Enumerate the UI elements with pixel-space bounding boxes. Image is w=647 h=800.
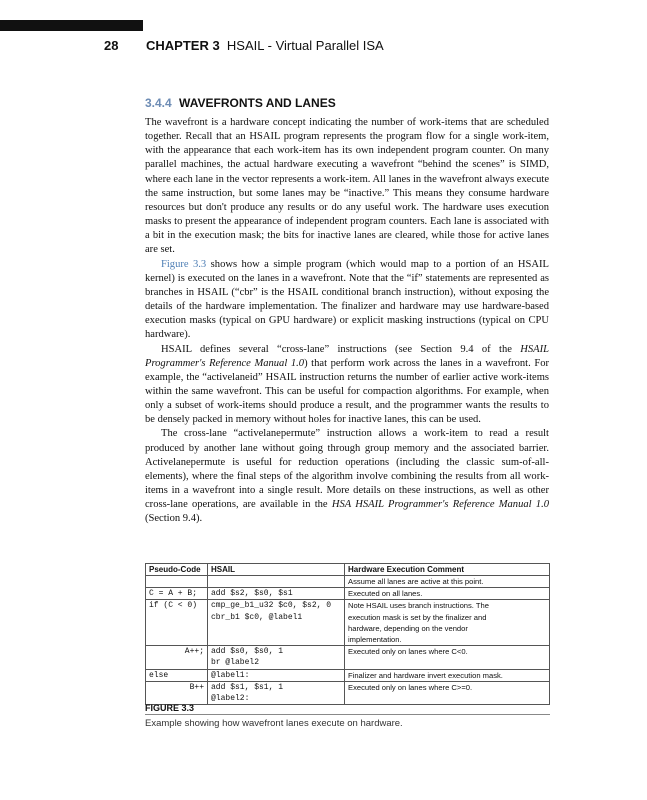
top-black-bar	[0, 20, 143, 31]
hsail-line: @label2:	[211, 694, 250, 704]
hsail-line: add $s1, $s1, 1	[211, 682, 284, 692]
table-row	[146, 669, 550, 681]
table-header-row	[146, 564, 550, 576]
pseudo-cell: C = A + B;	[146, 588, 208, 600]
paragraph-2	[145, 258, 549, 343]
hsail-cell	[208, 600, 345, 646]
paragraph-3	[145, 343, 549, 428]
hw-cell: Executed only on lanes where C<0.	[345, 646, 550, 669]
hsail-cell	[208, 646, 345, 669]
paragraph-1: The wavefront is a hardware concept indicating the number of work-items that are scheduled together. Recall that an HSAIL program represents the program flow for a single work-item, with the appearance that each work-item has its own independent program counter. On many parallel machines, the actual hardware executing a wavefront “behind the scenes” is SIMD, where each lane in the vector represents a work-item. All lanes in the wavefront always execute the same instruction, but some lanes may be “inactive.” This means they consume hardware resources but don't produce any results or do any useful work. The hardware uses execution masks to present the appearance of independent program counters. Each lane is associated with a bit in the execution mask; the bits for inactive lanes are cleared, while those for active lanes are set.	[145, 117, 549, 256]
body-text	[145, 116, 549, 527]
figure-caption: Example showing how wavefront lanes execute on hardware.	[145, 718, 403, 729]
hw-cell	[345, 600, 550, 646]
figure-divider	[145, 714, 550, 715]
figure-3-3-table	[145, 563, 550, 705]
paragraph-3-text-b: ) that perform work across the lanes in a wavefront. For example, the “activelaneid” HSAIL instruction returns the number of earlier active work-items within the same wavefront. This can be useful for compaction algorithms. For example, when only a subset of work-items should produce a result, and the programmer wants the results to be densely packed in memory without holes for inactive lanes, this can be used.	[145, 357, 549, 426]
page-number: 28	[104, 38, 119, 53]
pseudo-cell: else	[146, 669, 208, 681]
table-row	[146, 681, 550, 704]
hw-cell: Executed only on lanes where C>=0.	[345, 681, 550, 704]
header-pseudo-code: Pseudo-Code	[146, 564, 208, 576]
hsail-line: br @label2	[211, 658, 260, 668]
pseudo-cell	[146, 576, 208, 588]
hw-line: Note HSAIL uses branch instructions. The	[348, 601, 489, 611]
table-row	[146, 600, 550, 646]
hsail-cell	[208, 681, 345, 704]
figure-label: FIGURE 3.3	[145, 703, 195, 713]
hsail-line: cmp_ge_b1_u32 $c0, $s2, 0	[211, 601, 332, 611]
figure-3-3-link[interactable]: Figure 3.3	[161, 258, 207, 270]
paragraph-4	[145, 427, 549, 526]
pseudo-cell	[146, 600, 208, 646]
manual-title-italic-2: HSA HSAIL Programmer's Reference Manual 1.0	[331, 499, 549, 511]
table-row	[146, 576, 550, 588]
hw-line: execution mask is set by the finalizer and	[348, 612, 487, 622]
hsail-cell: @label1:	[208, 669, 345, 681]
paragraph-4-text-a: The cross-lane “activelanepermute” instruction allows a work-item to read a result produced by another lane without going through group memory and the associated barrier. Activelanepermute is useful for reduction operations (including the classic sum-of-all-elements), where the final steps of the algorithm involve combining the results from all work-items in a wavefront into a single result. More details on these instructions, as well as other cross-lane operations, are available in the	[145, 428, 549, 511]
table-row	[146, 646, 550, 669]
section-number: 3.4.4	[145, 96, 172, 110]
hw-cell: Finalizer and hardware invert execution mask.	[345, 669, 550, 681]
pseudo-cell: A++;	[146, 646, 208, 669]
paragraph-4-text-b: (Section 9.4).	[145, 513, 203, 525]
pseudo-line: if (C < 0)	[149, 601, 198, 611]
hw-line: implementation.	[348, 635, 402, 645]
table-row	[146, 588, 550, 600]
paragraph-2-text: shows how a simple program (which would map to a portion of an HSAIL kernel) is executed on the lanes in a wavefront. Note that the “if” statements are represented as branches in HSAIL (“cbr” is the HSAIL conditional branch instruction), without exposing the details of the hardware implementation. The finalizer and hardware may use hardware-based execution masks (typical on GPU hardware) or explicit masking instructions (typical on CPU hardware).	[145, 258, 549, 341]
hsail-line: add $s0, $s0, 1	[211, 647, 284, 657]
section-title: WAVEFRONTS AND LANES	[179, 96, 336, 110]
hw-cell: Executed on all lanes.	[345, 588, 550, 600]
pseudo-cell: B++	[146, 681, 208, 704]
header-hw-comment: Hardware Execution Comment	[345, 564, 550, 576]
header-hsail: HSAIL	[208, 564, 345, 576]
chapter-heading	[146, 38, 384, 53]
hw-line: hardware, depending on the vendor	[348, 623, 468, 633]
hw-cell: Assume all lanes are active at this point.	[345, 576, 550, 588]
section-heading	[145, 96, 336, 110]
hsail-cell: add $s2, $s0, $s1	[208, 588, 345, 600]
chapter-title: HSAIL - Virtual Parallel ISA	[226, 38, 384, 53]
hsail-line: cbr_b1 $c0, @label1	[211, 612, 303, 622]
paragraph-3-text-a: HSAIL defines several “cross-lane” instructions (see Section 9.4 of the	[161, 343, 521, 355]
hsail-cell	[208, 576, 345, 588]
running-header	[0, 38, 647, 58]
chapter-label: CHAPTER 3	[146, 38, 220, 53]
manual-title-italic: HSAIL Programmer's Reference Manual 1.0	[145, 343, 549, 369]
